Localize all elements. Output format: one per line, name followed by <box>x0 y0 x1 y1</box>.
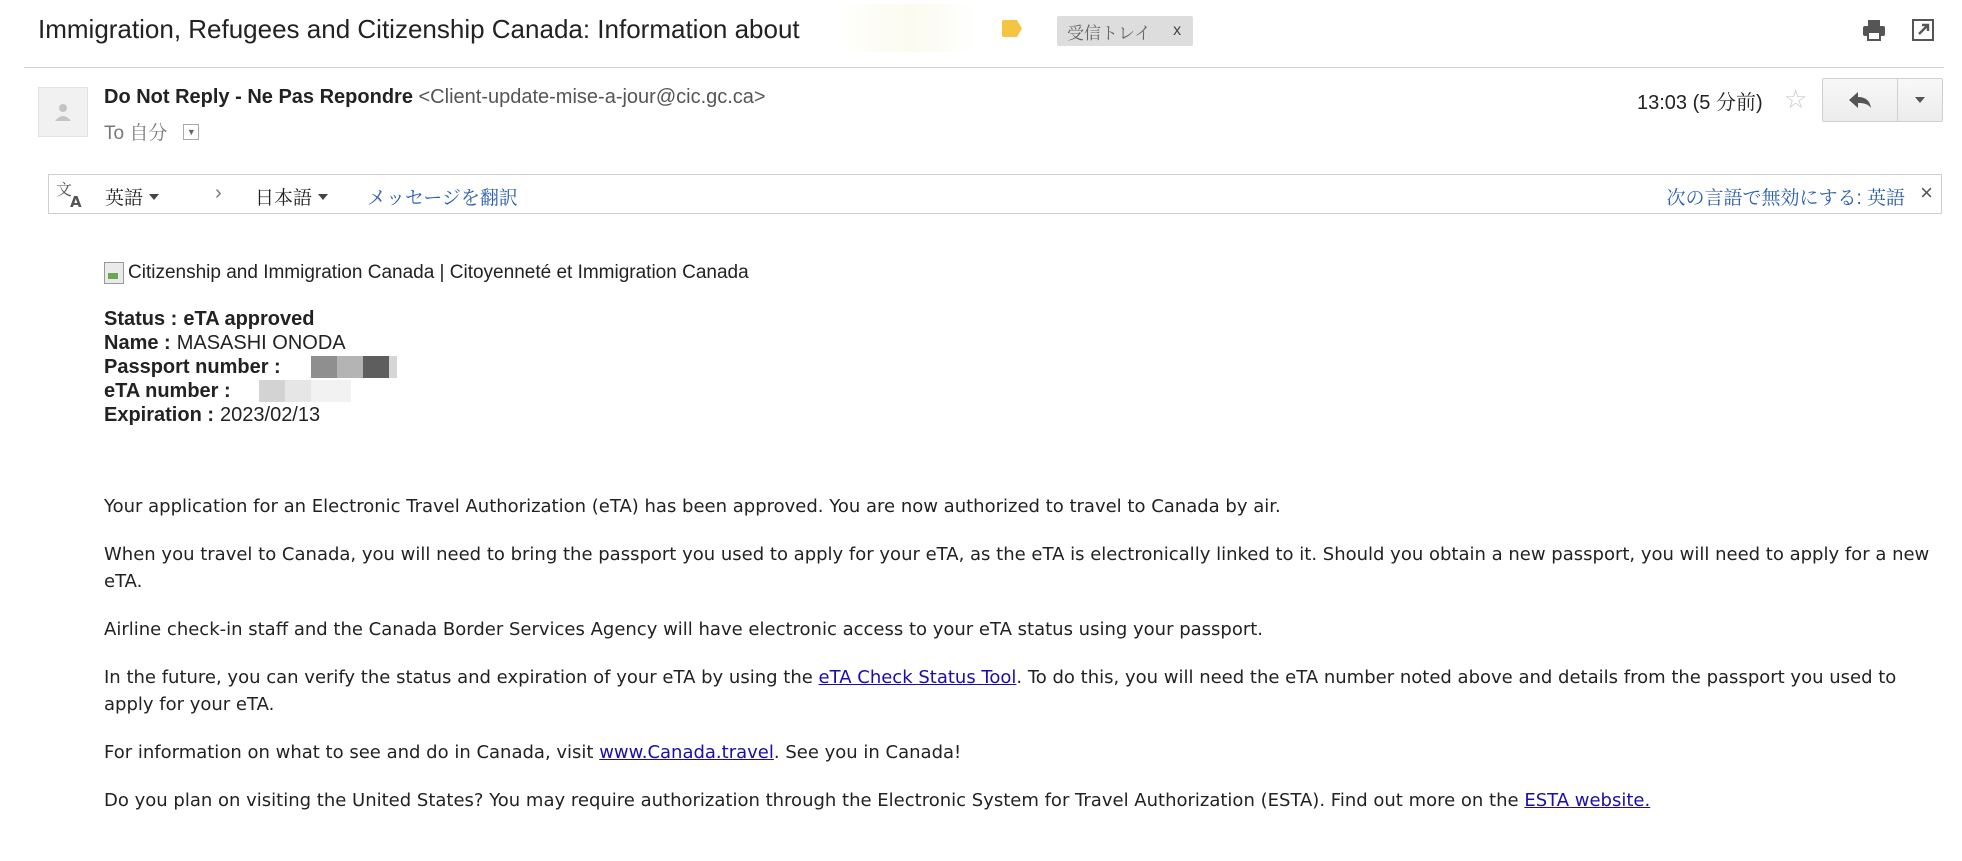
chevron-down-icon <box>1915 97 1925 103</box>
source-language-label: 英語 <box>105 188 144 209</box>
more-actions-button[interactable] <box>1898 78 1943 122</box>
status-value: eTA approved <box>183 308 315 330</box>
sender-email: <Client-update-mise-a-jour@cic.gc.ca> <box>418 86 766 108</box>
message-timestamp: 13:03 (5 分前) <box>1637 92 1763 114</box>
expiration-label: Expiration : <box>104 404 215 426</box>
recipient-label: To 自分 <box>104 123 168 144</box>
header-image-placeholder <box>104 262 749 284</box>
label-tag-icon[interactable] <box>1002 20 1022 37</box>
reply-button[interactable] <box>1822 78 1898 122</box>
name-value: MASASHI ONODA <box>176 332 346 354</box>
recipient-line <box>104 118 199 145</box>
status-row <box>104 307 397 331</box>
canada-travel-link[interactable]: www.Canada.travel <box>599 742 774 763</box>
image-alt-text: Citizenship and Immigration Canada | Citoyenneté et Immigration Canada <box>128 262 749 283</box>
eta-number-redaction <box>259 380 351 402</box>
print-icon[interactable] <box>1862 19 1886 41</box>
passport-redaction <box>311 356 397 378</box>
passport-label: Passport number : <box>104 356 281 378</box>
turn-off-translation-link[interactable]: 次の言語で無効にする: 英語 <box>1666 188 1905 209</box>
svg-text:A: A <box>70 193 82 210</box>
star-icon[interactable]: ☆ <box>1784 84 1808 114</box>
reply-button-group <box>1822 78 1943 120</box>
canada-travel-paragraph <box>104 739 1934 766</box>
broken-image-icon <box>104 262 124 284</box>
approval-paragraph: Your application for an Electronic Travel Authorization (eTA) has been approved. You are now authorized to travel to Canada by air. <box>104 496 1281 517</box>
eta-number-label: eTA number : <box>104 380 231 402</box>
esta-text-before: Do you plan on visiting the United States? You may require authorization through the Electronic System for Travel Authorization (ESTA). Find out more on the <box>104 790 1525 811</box>
translate-message-link[interactable]: メッセージを翻訳 <box>367 188 518 209</box>
name-row <box>104 331 397 355</box>
esta-website-link[interactable]: ESTA website. <box>1524 790 1651 811</box>
expiration-value: 2023/02/13 <box>220 404 321 426</box>
verify-text-before: In the future, you can verify the status and expiration of your eTA by using the <box>104 667 819 688</box>
eta-number-row <box>104 379 397 403</box>
esta-paragraph <box>104 787 1934 814</box>
status-label: Status : <box>104 308 178 330</box>
message-body <box>104 493 1934 835</box>
header-divider <box>24 67 1944 68</box>
eta-details <box>104 307 397 427</box>
subject-fade-overlay <box>840 4 980 52</box>
border-access-paragraph: Airline check-in staff and the Canada Border Services Agency will have electronic access to your eTA status using your passport. <box>104 619 1264 640</box>
target-language-select[interactable] <box>255 183 328 210</box>
close-translation-bar-button[interactable]: × <box>1920 180 1933 205</box>
eta-check-status-link[interactable]: eTA Check Status Tool <box>818 667 1017 688</box>
passport-paragraph: When you travel to Canada, you will need to bring the passport you used to apply for your eTA, as the eTA is electronically linked to it. Should you obtain a new passport, you will need to apply for a new eTA. <box>104 544 1930 592</box>
expiration-row <box>104 403 397 427</box>
sender-name[interactable]: Do Not Reply - Ne Pas Repondre <box>104 86 413 108</box>
canada-travel-text-after: . See you in Canada! <box>773 742 962 763</box>
email-subject: Immigration, Refugees and Citizenship Canada: Information about <box>38 14 800 44</box>
chevron-down-icon <box>149 194 159 200</box>
avatar <box>38 87 88 137</box>
show-details-dropdown[interactable]: ▼ <box>183 124 199 140</box>
passport-row <box>104 355 397 379</box>
new-window-icon[interactable] <box>1912 19 1934 41</box>
inbox-label-chip[interactable] <box>1057 16 1193 46</box>
translation-bar <box>48 174 1942 214</box>
reply-arrow-icon <box>1848 91 1872 109</box>
translate-icon <box>55 178 87 210</box>
sender-line <box>104 86 766 109</box>
inbox-label-text: 受信トレイ <box>1067 23 1152 43</box>
remove-label-button[interactable]: x <box>1173 22 1182 39</box>
svg-text:文: 文 <box>56 180 73 199</box>
verify-paragraph <box>104 664 1934 718</box>
source-language-select[interactable] <box>105 183 159 210</box>
arrow-right-icon: › <box>215 182 222 204</box>
chevron-down-icon <box>318 194 328 200</box>
canada-travel-text-before: For information on what to see and do in Canada, visit <box>104 742 600 763</box>
subject-row <box>0 0 1962 58</box>
person-icon <box>52 101 74 123</box>
name-label: Name : <box>104 332 171 354</box>
target-language-label: 日本語 <box>255 188 313 209</box>
verify-text-after: . To do this, you will need the eTA number noted above and details from the passport you used to apply for your eTA. <box>104 667 1897 715</box>
